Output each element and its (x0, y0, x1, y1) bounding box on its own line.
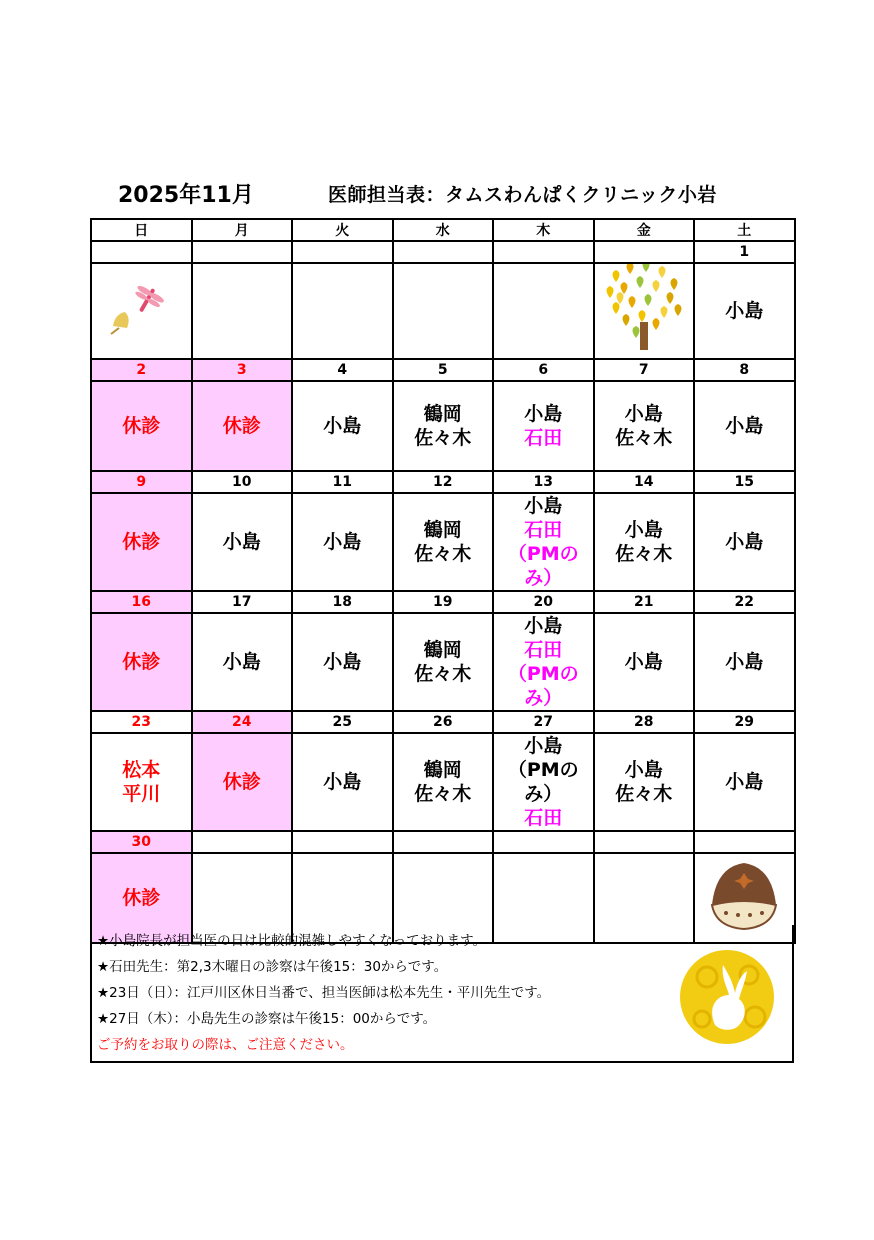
weekday-label: 日 (91, 219, 192, 241)
date-number: 27 (493, 711, 594, 733)
date-number: 25 (292, 711, 393, 733)
date-number: 16 (91, 591, 192, 613)
schedule-row (91, 381, 795, 471)
doctor-name: 石田 (524, 807, 563, 829)
schedule-cell (91, 613, 192, 711)
schedule-cell (292, 381, 393, 471)
date-number: 2 (91, 359, 192, 381)
doctor-name: 小島 (725, 300, 764, 322)
date-number: 22 (694, 591, 795, 613)
note-line: ご予約をお取りの際は、ご注意ください。 (97, 1037, 354, 1053)
weekday-label: 水 (393, 219, 494, 241)
doctor-name: 鶴岡 (423, 759, 462, 781)
schedule-cell (393, 493, 494, 591)
date-number-row (91, 711, 795, 733)
date-number: 4 (292, 359, 393, 381)
schedule-cell (594, 493, 695, 591)
doctor-name: 小島 (725, 531, 764, 553)
date-number: 17 (192, 591, 293, 613)
schedule-cell (594, 381, 695, 471)
doctor-name: 休診 (122, 531, 161, 553)
schedule-cell (292, 263, 393, 359)
schedule-cell (192, 493, 293, 591)
schedule-cell (493, 263, 594, 359)
date-number (393, 241, 494, 263)
weekday-header-row (91, 219, 795, 241)
doctor-name: 佐々木 (414, 543, 472, 565)
schedule-row (91, 613, 795, 711)
date-number: 7 (594, 359, 695, 381)
schedule-cell (393, 733, 494, 831)
date-number: 29 (694, 711, 795, 733)
doctor-name: 休診 (122, 887, 161, 909)
date-number (292, 831, 393, 853)
doctor-name: 鶴岡 (423, 639, 462, 661)
date-number: 30 (91, 831, 192, 853)
note-line: ★小島院長が担当医の日は比較的混雑しやすくなっております。 (97, 933, 487, 949)
date-number (694, 831, 795, 853)
date-number (493, 241, 594, 263)
schedule-cell (192, 733, 293, 831)
schedule-cell (393, 381, 494, 471)
schedule-row (91, 733, 795, 831)
date-number-row (91, 471, 795, 493)
doctor-name: 休診 (222, 771, 261, 793)
date-number: 20 (493, 591, 594, 613)
schedule-cell (393, 613, 494, 711)
doctor-name: 小島 (624, 403, 663, 425)
doctor-name: 小島 (624, 651, 663, 673)
doctor-name: 休診 (122, 415, 161, 437)
weekday-label: 土 (694, 219, 795, 241)
doctor-name: 小島 (725, 771, 764, 793)
page-title: 医師担当表：タムスわんぱくクリニック小岩 (328, 184, 717, 206)
date-number-row (91, 241, 795, 263)
weekday-label: 木 (493, 219, 594, 241)
doctor-name: 松本 (122, 759, 161, 781)
date-number: 1 (694, 241, 795, 263)
date-number (91, 241, 192, 263)
schedule-row (91, 493, 795, 591)
date-number (594, 831, 695, 853)
dragonfly-ginkgo-icon (101, 278, 181, 338)
doctor-name: （PMのみ） (507, 663, 579, 709)
chestnut-icon (706, 857, 782, 933)
schedule-cell (493, 381, 594, 471)
date-number: 10 (192, 471, 293, 493)
doctor-name: 小島 (222, 531, 261, 553)
schedule-cell (493, 733, 594, 831)
note-line: ★27日（木）：小島先生の診察は午後15：00からです。 (97, 1011, 437, 1027)
date-number: 6 (493, 359, 594, 381)
date-number: 26 (393, 711, 494, 733)
schedule-cell (91, 733, 192, 831)
doctor-name: 小島 (323, 771, 362, 793)
header (92, 178, 792, 212)
date-number: 11 (292, 471, 393, 493)
date-number: 24 (192, 711, 293, 733)
schedule-cell (694, 613, 795, 711)
schedule-cell (393, 263, 494, 359)
schedule-cell (91, 381, 192, 471)
doctor-name: 小島 (524, 615, 563, 637)
doctor-name: 小島 (725, 651, 764, 673)
calendar-table (90, 218, 796, 944)
schedule-cell (594, 613, 695, 711)
weekday-label: 月 (192, 219, 293, 241)
date-number: 23 (91, 711, 192, 733)
schedule-cell (91, 263, 192, 359)
weekday-label: 火 (292, 219, 393, 241)
notes-box (90, 925, 794, 1063)
date-number: 21 (594, 591, 695, 613)
note-line: ★23日（日）：江戸川区休日当番で、担当医師は松本先生・平川先生です。 (97, 985, 551, 1001)
doctor-name: 小島 (524, 495, 563, 517)
doctor-name: 鶴岡 (423, 519, 462, 541)
date-number: 9 (91, 471, 192, 493)
date-number-row (91, 831, 795, 853)
doctor-name: 平川 (122, 783, 161, 805)
doctor-name: 石田 (524, 639, 563, 661)
doctor-name: （PMのみ） (507, 759, 579, 805)
doctor-name: 佐々木 (414, 427, 472, 449)
date-number: 28 (594, 711, 695, 733)
schedule-cell (694, 263, 795, 359)
date-number-row (91, 359, 795, 381)
schedule-cell (694, 381, 795, 471)
schedule-cell (292, 613, 393, 711)
doctor-name: 鶴岡 (423, 403, 462, 425)
doctor-name: 佐々木 (615, 427, 673, 449)
schedule-cell (192, 613, 293, 711)
ginkgo-tree-icon (596, 264, 692, 352)
date-number: 5 (393, 359, 494, 381)
doctor-name: 佐々木 (615, 543, 673, 565)
schedule-cell (493, 613, 594, 711)
date-number (393, 831, 494, 853)
doctor-name: （PMのみ） (507, 543, 579, 589)
doctor-name: 小島 (524, 403, 563, 425)
schedule-cell (91, 493, 192, 591)
rabbit-moon-icon (677, 947, 777, 1047)
doctor-name: 石田 (524, 427, 563, 449)
date-number: 19 (393, 591, 494, 613)
schedule-cell (694, 493, 795, 591)
date-number: 8 (694, 359, 795, 381)
doctor-name: 石田 (524, 519, 563, 541)
date-number: 3 (192, 359, 293, 381)
doctor-name: 佐々木 (414, 783, 472, 805)
schedule-cell (594, 263, 695, 359)
date-number (493, 831, 594, 853)
schedule-cell (292, 733, 393, 831)
doctor-name: 小島 (725, 415, 764, 437)
schedule-cell (493, 493, 594, 591)
doctor-name: 小島 (222, 651, 261, 673)
schedule-cell (594, 733, 695, 831)
date-number: 13 (493, 471, 594, 493)
note-line: ★石田先生：第2,3木曜日の診察は午後15：30からです。 (97, 959, 448, 975)
doctor-name: 小島 (524, 735, 563, 757)
weekday-label: 金 (594, 219, 695, 241)
doctor-name: 小島 (624, 519, 663, 541)
schedule-cell (192, 381, 293, 471)
doctor-name: 佐々木 (414, 663, 472, 685)
date-number: 14 (594, 471, 695, 493)
date-number-row (91, 591, 795, 613)
doctor-name: 小島 (323, 415, 362, 437)
date-number (292, 241, 393, 263)
date-number (192, 831, 293, 853)
doctor-name: 小島 (323, 531, 362, 553)
date-number (192, 241, 293, 263)
schedule-row (91, 263, 795, 359)
schedule-cell (192, 263, 293, 359)
schedule-cell (292, 493, 393, 591)
date-number: 18 (292, 591, 393, 613)
date-number (594, 241, 695, 263)
doctor-name: 小島 (323, 651, 362, 673)
date-number: 12 (393, 471, 494, 493)
date-number: 15 (694, 471, 795, 493)
doctor-name: 小島 (624, 759, 663, 781)
doctor-name: 佐々木 (615, 783, 673, 805)
doctor-name: 休診 (122, 651, 161, 673)
month-title: 2025年11月 (118, 183, 254, 208)
schedule-cell (694, 733, 795, 831)
doctor-name: 休診 (222, 415, 261, 437)
